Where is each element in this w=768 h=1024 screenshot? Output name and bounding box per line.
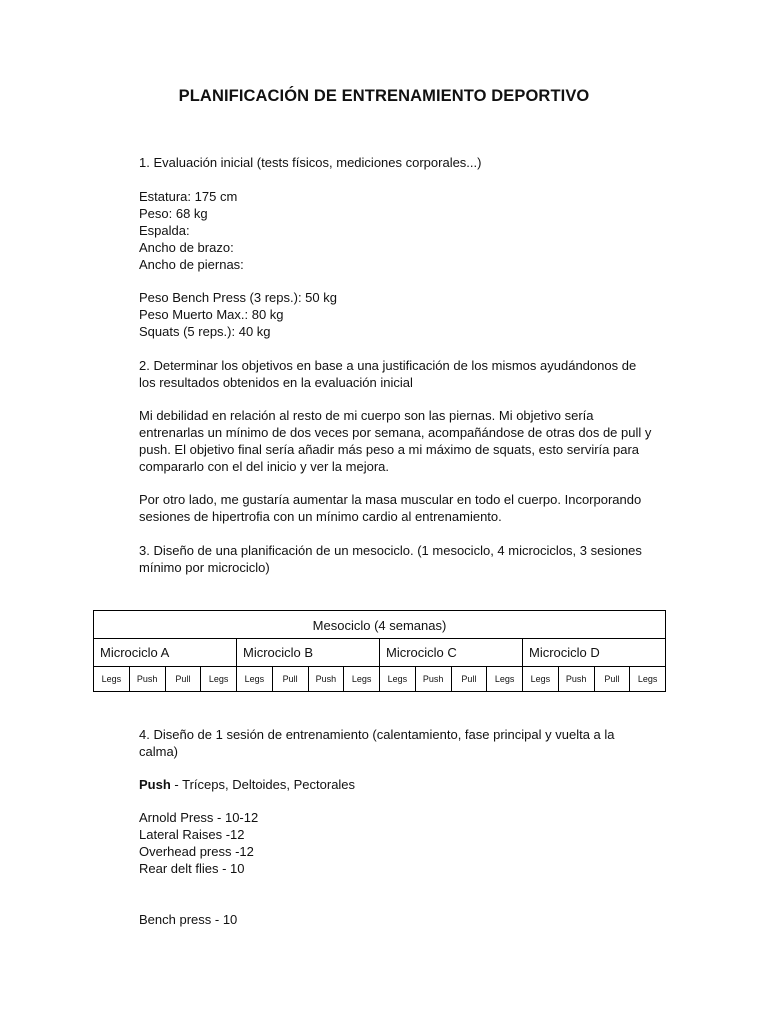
microcycle-cell: Microciclo C [380,639,523,666]
exercise-item: Arnold Press - 10-12 [139,810,259,825]
lift-line: Squats (5 reps.): 40 kg [139,324,271,339]
microcycle-cell: Microciclo D [529,645,600,660]
section-4-heading [139,726,679,760]
lift-line: Peso Muerto Max.: 80 kg [139,307,284,322]
text-line: compararlo con el del inicio y ver la mejora. [139,459,389,474]
section-2-paragraph-1 [139,407,679,475]
session-cell: Pull [595,667,631,691]
session-cell: Legs [487,667,523,691]
session-cell: Legs [380,667,416,691]
push-session-title [139,776,679,793]
text-line: push. El objetivo final sería añadir más peso a mi máximo de squats, esto serviría para [139,442,640,457]
microcycle-cell: Microciclo B [237,639,380,666]
push-muscles: - Tríceps, Deltoides, Pectorales [170,777,356,792]
exercise-item: Rear delt flies - 10 [139,861,245,876]
session-cell: Legs [637,674,658,684]
exercise-item: Overhead press -12 [139,844,254,859]
section-2-paragraph-2 [139,491,679,525]
lift-results [139,289,679,340]
text-line: entrenarlas un mínimo de dos veces por semana, acompañándose de otras dos de pull y [139,425,652,440]
microcycle-cell: Microciclo A [94,639,237,666]
document-title: PLANIFICACIÓN DE ENTRENAMIENTO DEPORTIVO [178,87,590,105]
exercise-item: Lateral Raises -12 [139,827,245,842]
text-line: mínimo por microciclo) [139,560,270,575]
session-cell: Legs [94,667,130,691]
text-line: los resultados obtenidos en la evaluación inicial [139,375,413,390]
text-line: Mi debilidad en relación al resto de mi cuerpo son las piernas. Mi objetivo sería [139,408,594,423]
microcycle-row [94,639,665,667]
section-1-heading-text: 1. Evaluación inicial (tests físicos, mediciones corporales...) [139,155,482,170]
text-line: Por otro lado, me gustaría aumentar la masa muscular en todo el cuerpo. Incorporando [139,492,642,507]
measure-line: Ancho de piernas: [139,257,244,272]
text-line: calma) [139,744,179,759]
session-cell: Pull [273,667,309,691]
text-line: 4. Diseño de 1 sesión de entrenamiento (calentamiento, fase principal y vuelta a la [139,727,615,742]
mesocycle-table [93,610,666,692]
session-cell: Legs [201,667,237,691]
session-cell: Push [559,667,595,691]
session-cell: Legs [237,667,273,691]
session-cell: Pull [452,667,488,691]
body-measurements [139,188,679,273]
session-cell: Push [130,667,166,691]
measure-line: Ancho de brazo: [139,240,234,255]
text-line: sesiones de hipertrofia con un mínimo cardio al entrenamiento. [139,509,502,524]
session-row [94,667,665,691]
session-cell: Legs [344,667,380,691]
session-cell: Push [309,667,345,691]
push-line [139,776,679,793]
mesocycle-header: Mesociclo (4 semanas) [94,611,665,639]
text-line: 3. Diseño de una planificación de un mesociclo. (1 mesociclo, 4 microciclos, 3 sesiones [139,543,642,558]
lift-line: Peso Bench Press (3 reps.): 50 kg [139,290,337,305]
session-cell: Pull [166,667,202,691]
exercise-item: Bench press - 10 [139,912,238,927]
section-1-heading [139,154,679,171]
text-line: 2. Determinar los objetivos en base a una justificación de los mismos ayudándonos de [139,358,637,373]
measure-line: Peso: 68 kg [139,206,208,221]
section-3-heading [139,542,679,576]
exercise-list [139,809,679,877]
section-2-heading [139,357,679,391]
push-label: Push [139,777,171,792]
bench-press-line [139,911,679,928]
measure-line: Espalda: [139,223,190,238]
measure-line: Estatura: 175 cm [139,189,238,204]
session-cell: Push [416,667,452,691]
session-cell: Legs [523,667,559,691]
